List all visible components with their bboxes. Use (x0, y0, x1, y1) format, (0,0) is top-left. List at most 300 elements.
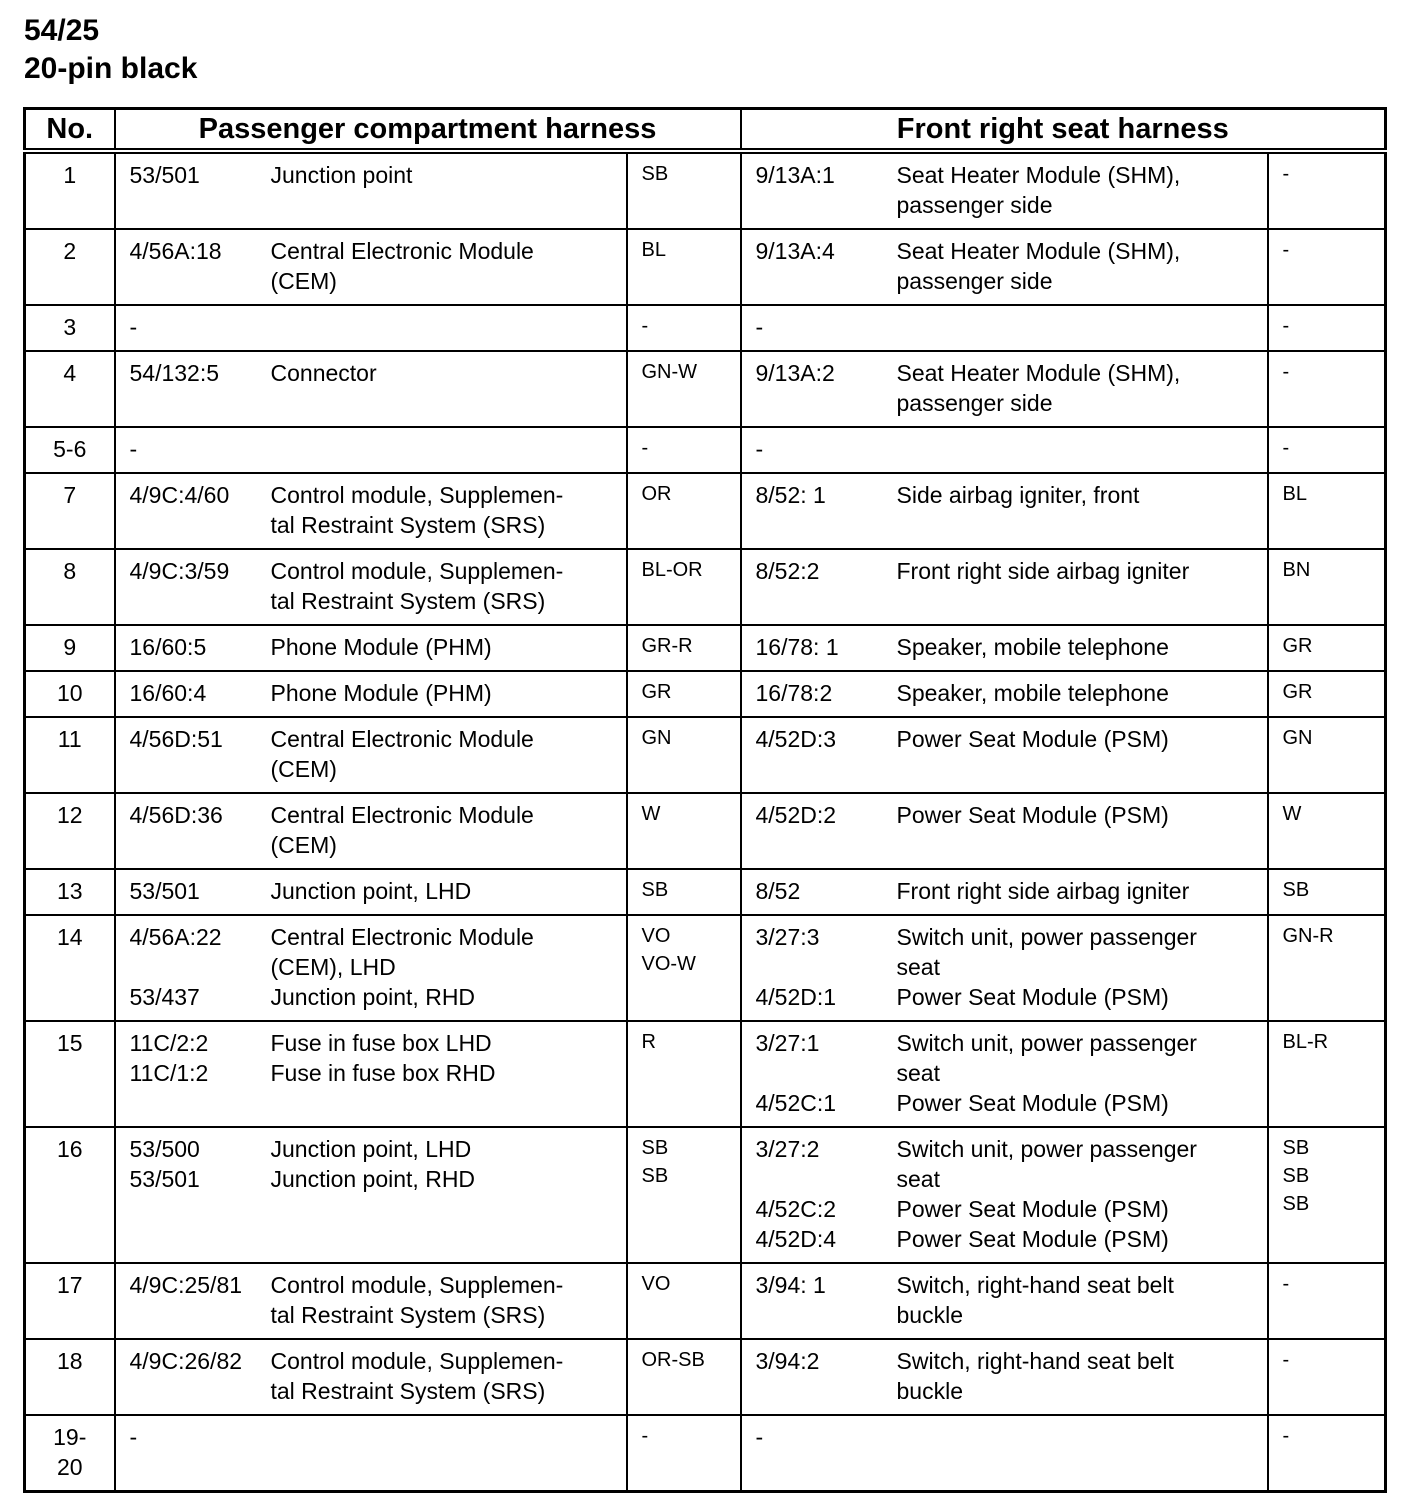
passenger-harness-description (257, 625, 627, 671)
seat-harness-description-line: Switch unit, power passenger (896, 1136, 1197, 1162)
seat-harness-code (741, 427, 883, 473)
line-spacer (271, 312, 612, 342)
seat-harness-wire-color (1268, 793, 1386, 869)
passenger-harness-code (115, 793, 257, 869)
passenger-harness-code-line: 4/9C:3/59 (129, 558, 230, 584)
passenger-harness-wire-color (627, 151, 741, 229)
passenger-harness-wire-color-line: BL-OR (641, 559, 703, 581)
seat-harness-wire-color-line: - (1282, 239, 1290, 261)
passenger-harness-wire-color (627, 717, 741, 793)
passenger-harness-code (115, 427, 257, 473)
passenger-harness-description-line: tal Restraint System (SRS) (270, 512, 546, 538)
seat-harness-code-line: 4/52C:1 (755, 1090, 837, 1116)
seat-harness-description (883, 1263, 1268, 1339)
seat-harness-code (741, 717, 883, 793)
seat-harness-wire-color-line: GN (1282, 727, 1313, 749)
seat-harness-wire-color-line: BN (1282, 559, 1311, 581)
table-row (25, 549, 1386, 625)
passenger-harness-description (257, 1021, 627, 1127)
passenger-harness-description-line: (CEM), LHD (270, 954, 396, 980)
seat-harness-code-line: 9/13A:4 (755, 238, 835, 264)
seat-harness-description (883, 351, 1268, 427)
passenger-harness-code (115, 1415, 257, 1492)
line-spacer (756, 952, 869, 982)
passenger-harness-code-line: 4/56A:22 (129, 924, 222, 950)
seat-harness-code-line: 4/52D:1 (755, 984, 837, 1010)
seat-harness-wire-color (1268, 1339, 1386, 1415)
seat-harness-wire-color (1268, 229, 1386, 305)
passenger-harness-code-line: 4/56D:51 (129, 726, 223, 752)
seat-harness-wire-color (1268, 1127, 1386, 1263)
passenger-harness-wire-color-line: BL (641, 239, 666, 261)
passenger-harness-description (257, 549, 627, 625)
passenger-harness-wire-color (627, 549, 741, 625)
passenger-harness-wire-color (627, 1263, 741, 1339)
pin-number: 4 (25, 351, 115, 427)
passenger-harness-description-line: tal Restraint System (SRS) (270, 588, 546, 614)
passenger-harness-code-line: 4/9C:26/82 (129, 1348, 243, 1374)
seat-harness-description-line: Power Seat Module (PSM) (896, 1226, 1169, 1252)
passenger-harness-description-line: Central Electronic Module (270, 726, 534, 752)
passenger-harness-wire-color-line: OR (641, 483, 672, 505)
line-spacer (756, 1164, 869, 1194)
passenger-harness-code (115, 717, 257, 793)
table-row (25, 625, 1386, 671)
pin-number-part: 20 (56, 1454, 83, 1480)
seat-harness-description (883, 549, 1268, 625)
seat-harness-description-line: Power Seat Module (PSM) (896, 802, 1169, 828)
seat-harness-code (741, 625, 883, 671)
passenger-harness-code (115, 869, 257, 915)
connector-description: 20-pin black (24, 52, 198, 85)
table-row (25, 427, 1386, 473)
seat-harness-description-line: seat (896, 1060, 940, 1086)
line-spacer (897, 1422, 1253, 1452)
pin-number: 5-6 (25, 427, 115, 473)
seat-harness-description-line: buckle (896, 1302, 963, 1328)
seat-harness-wire-color (1268, 1415, 1386, 1492)
passenger-harness-wire-color (627, 1339, 741, 1415)
seat-harness-description (883, 151, 1268, 229)
passenger-harness-wire-color (627, 915, 741, 1021)
pin-number: 7 (25, 473, 115, 549)
seat-harness-wire-color-line: SB (1282, 1165, 1310, 1187)
seat-harness-description-line: seat (896, 1166, 940, 1192)
seat-harness-description (883, 625, 1268, 671)
pin-number: 16 (25, 1127, 115, 1263)
passenger-harness-description-line: Connector (270, 360, 377, 386)
seat-harness-description-line: Switch unit, power passenger (896, 1030, 1197, 1056)
seat-harness-code-line: 4/52D:2 (755, 802, 837, 828)
seat-harness-code-line: 3/94: 1 (755, 1272, 826, 1298)
passenger-harness-wire-color (627, 625, 741, 671)
line-spacer (130, 952, 243, 982)
seat-harness-code (741, 229, 883, 305)
seat-harness-wire-color-line: SB (1282, 1137, 1310, 1159)
seat-harness-code (741, 1415, 883, 1492)
seat-harness-code (741, 869, 883, 915)
seat-harness-description-line: Seat Heater Module (SHM), (896, 360, 1181, 386)
passenger-harness-code (115, 151, 257, 229)
seat-harness-code-line: 8/52: 1 (755, 482, 826, 508)
line-spacer (897, 434, 1253, 464)
seat-harness-wire-color (1268, 473, 1386, 549)
passenger-harness-wire-color-line: SB (641, 1165, 669, 1187)
seat-harness-wire-color-line: - (1282, 1425, 1290, 1447)
passenger-harness-code-line: 4/9C:25/81 (129, 1272, 243, 1298)
seat-harness-wire-color-line: - (1282, 437, 1290, 459)
connector-id: 54/25 (24, 14, 100, 47)
passenger-harness-code (115, 1021, 257, 1127)
seat-harness-code (741, 1339, 883, 1415)
seat-harness-description (883, 1339, 1268, 1415)
column-header-seat-harness: Front right seat harness (741, 109, 1386, 152)
seat-harness-code-line: 4/52D:4 (755, 1226, 837, 1252)
seat-harness-code-line: - (755, 1424, 764, 1450)
seat-harness-description-line: Side airbag igniter, front (896, 482, 1140, 508)
seat-harness-wire-color-line: GN-R (1282, 925, 1334, 947)
seat-harness-code-line: 4/52C:2 (755, 1196, 837, 1222)
pin-number: 3 (25, 305, 115, 351)
seat-harness-description (883, 1415, 1268, 1492)
passenger-harness-code (115, 625, 257, 671)
seat-harness-code (741, 1263, 883, 1339)
passenger-harness-wire-color (627, 1415, 741, 1492)
table-row (25, 915, 1386, 1021)
passenger-harness-code-line: 4/56D:36 (129, 802, 223, 828)
seat-harness-code-line: 3/27:2 (755, 1136, 820, 1162)
passenger-harness-code-line: 11C/2:2 (129, 1030, 209, 1056)
passenger-harness-code-line: 53/501 (129, 1166, 200, 1192)
passenger-harness-code-line: - (129, 436, 138, 462)
passenger-harness-wire-color-line: GN-W (641, 361, 698, 383)
seat-harness-wire-color-line: - (1282, 315, 1290, 337)
passenger-harness-code (115, 549, 257, 625)
seat-harness-description (883, 671, 1268, 717)
passenger-harness-code-line: 53/437 (129, 984, 200, 1010)
passenger-harness-description (257, 793, 627, 869)
passenger-harness-description (257, 151, 627, 229)
pin-number: 9 (25, 625, 115, 671)
passenger-harness-wire-color (627, 1021, 741, 1127)
passenger-harness-wire-color-line: VO (641, 1273, 671, 1295)
seat-harness-wire-color-line: BL (1282, 483, 1307, 505)
passenger-harness-wire-color-line: W (641, 803, 661, 825)
passenger-harness-code (115, 1263, 257, 1339)
table-row (25, 1263, 1386, 1339)
passenger-harness-wire-color (627, 793, 741, 869)
seat-harness-description (883, 305, 1268, 351)
seat-harness-description-line: seat (896, 954, 940, 980)
passenger-harness-wire-color (627, 671, 741, 717)
seat-harness-code-line: 16/78: 1 (755, 634, 839, 660)
passenger-harness-code-line: 53/501 (129, 162, 200, 188)
seat-harness-code-line: - (755, 436, 764, 462)
seat-harness-description-line: Switch, right-hand seat belt (896, 1348, 1174, 1374)
seat-harness-wire-color (1268, 549, 1386, 625)
passenger-harness-description-line: Control module, Supplemen- (270, 558, 564, 584)
table-row (25, 1127, 1386, 1263)
seat-harness-code (741, 1021, 883, 1127)
passenger-harness-code (115, 305, 257, 351)
passenger-harness-code-line: 53/500 (129, 1136, 200, 1162)
seat-harness-wire-color-line: - (1282, 361, 1290, 383)
seat-harness-description (883, 717, 1268, 793)
table-row (25, 1415, 1386, 1492)
passenger-harness-wire-color (627, 1127, 741, 1263)
table-row (25, 1339, 1386, 1415)
line-spacer (756, 1058, 869, 1088)
passenger-harness-description-line: (CEM) (270, 756, 337, 782)
seat-harness-wire-color (1268, 427, 1386, 473)
passenger-harness-wire-color (627, 351, 741, 427)
passenger-harness-code (115, 1339, 257, 1415)
pin-number: 2 (25, 229, 115, 305)
seat-harness-code (741, 1127, 883, 1263)
table-row (25, 305, 1386, 351)
pin-number: 11 (25, 717, 115, 793)
column-header-passenger-harness: Passenger compartment harness (115, 109, 741, 152)
seat-harness-description (883, 229, 1268, 305)
table-row (25, 351, 1386, 427)
pinout-table (23, 107, 1387, 1493)
passenger-harness-description (257, 671, 627, 717)
seat-harness-code-line: 8/52:2 (755, 558, 820, 584)
seat-harness-wire-color-line: SB (1282, 1193, 1310, 1215)
table-row (25, 473, 1386, 549)
seat-harness-code (741, 549, 883, 625)
passenger-harness-code (115, 915, 257, 1021)
passenger-harness-wire-color (627, 869, 741, 915)
pin-number: 18 (25, 1339, 115, 1415)
passenger-harness-code (115, 351, 257, 427)
seat-harness-code (741, 351, 883, 427)
seat-harness-description-line: Front right side airbag igniter (896, 878, 1190, 904)
seat-harness-wire-color-line: GR (1282, 681, 1313, 703)
seat-harness-description-line: Speaker, mobile telephone (896, 634, 1169, 660)
seat-harness-wire-color (1268, 351, 1386, 427)
passenger-harness-description (257, 351, 627, 427)
passenger-harness-description (257, 305, 627, 351)
passenger-harness-description (257, 1263, 627, 1339)
table-row (25, 1021, 1386, 1127)
passenger-harness-description-line: Fuse in fuse box RHD (270, 1060, 496, 1086)
seat-harness-wire-color-line: W (1282, 803, 1302, 825)
seat-harness-description-line: Switch unit, power passenger (896, 924, 1197, 950)
column-header-no: No. (25, 109, 115, 152)
passenger-harness-description-line: Control module, Supplemen- (270, 482, 564, 508)
passenger-harness-description (257, 1339, 627, 1415)
seat-harness-code-line: 4/52D:3 (755, 726, 837, 752)
passenger-harness-description-line: Central Electronic Module (270, 802, 534, 828)
passenger-harness-wire-color (627, 229, 741, 305)
passenger-harness-description-line: Control module, Supplemen- (270, 1272, 564, 1298)
seat-harness-wire-color (1268, 671, 1386, 717)
seat-harness-wire-color (1268, 869, 1386, 915)
pin-number: 10 (25, 671, 115, 717)
table-header (25, 109, 1386, 152)
seat-harness-description-line: buckle (896, 1378, 963, 1404)
passenger-harness-description-line: (CEM) (270, 832, 337, 858)
passenger-harness-description-line: Phone Module (PHM) (270, 634, 492, 660)
passenger-harness-description (257, 427, 627, 473)
pin-number: 13 (25, 869, 115, 915)
passenger-harness-description-line: tal Restraint System (SRS) (270, 1302, 546, 1328)
seat-harness-description-line: Power Seat Module (PSM) (896, 1090, 1169, 1116)
passenger-harness-code-line: 16/60:4 (129, 680, 207, 706)
passenger-harness-wire-color-line: SB (641, 1137, 669, 1159)
seat-harness-code (741, 151, 883, 229)
passenger-harness-wire-color-line: SB (641, 163, 669, 185)
seat-harness-code-line: - (755, 314, 764, 340)
passenger-harness-description (257, 869, 627, 915)
passenger-harness-wire-color-line: SB (641, 879, 669, 901)
seat-harness-code-line: 3/27:3 (755, 924, 820, 950)
seat-harness-wire-color-line: BL-R (1282, 1031, 1329, 1053)
passenger-harness-code-line: 54/132:5 (129, 360, 220, 386)
passenger-harness-code-line: 4/56A:18 (129, 238, 222, 264)
line-spacer (271, 434, 612, 464)
table-row (25, 671, 1386, 717)
seat-harness-description-line: Power Seat Module (PSM) (896, 726, 1169, 752)
passenger-harness-wire-color-line: VO (641, 925, 671, 947)
passenger-harness-wire-color-line: GR (641, 681, 672, 703)
passenger-harness-code-line: 53/501 (129, 878, 200, 904)
passenger-harness-description-line: Junction point, LHD (270, 1136, 472, 1162)
seat-harness-description-line: Power Seat Module (PSM) (896, 984, 1169, 1010)
seat-harness-wire-color (1268, 305, 1386, 351)
passenger-harness-code-line: - (129, 1424, 138, 1450)
passenger-harness-description-line: Fuse in fuse box LHD (270, 1030, 492, 1056)
seat-harness-description (883, 1021, 1268, 1127)
passenger-harness-wire-color-line: VO-W (641, 953, 696, 975)
seat-harness-wire-color (1268, 1021, 1386, 1127)
seat-harness-wire-color (1268, 151, 1386, 229)
pin-number-part: 19- (53, 1424, 87, 1450)
seat-harness-description-line: Switch, right-hand seat belt (896, 1272, 1174, 1298)
seat-harness-wire-color-line: - (1282, 1273, 1290, 1295)
passenger-harness-description (257, 1127, 627, 1263)
passenger-harness-description (257, 717, 627, 793)
seat-harness-code-line: 3/27:1 (755, 1030, 820, 1056)
table-row (25, 717, 1386, 793)
line-spacer (897, 312, 1253, 342)
seat-harness-wire-color-line: GR (1282, 635, 1313, 657)
seat-harness-code (741, 915, 883, 1021)
seat-harness-code-line: 9/13A:2 (755, 360, 835, 386)
passenger-harness-description-line: tal Restraint System (SRS) (270, 1378, 546, 1404)
passenger-harness-code (115, 1127, 257, 1263)
seat-harness-description-line: Seat Heater Module (SHM), (896, 238, 1181, 264)
passenger-harness-wire-color (627, 427, 741, 473)
pin-number: 1 (25, 151, 115, 229)
passenger-harness-wire-color-line: OR-SB (641, 1349, 705, 1371)
pin-number: 15 (25, 1021, 115, 1127)
passenger-harness-wire-color-line: - (641, 1425, 649, 1447)
seat-harness-description-line: Speaker, mobile telephone (896, 680, 1169, 706)
pin-number: 8 (25, 549, 115, 625)
passenger-harness-code (115, 671, 257, 717)
passenger-harness-description-line: Junction point, RHD (270, 984, 476, 1010)
seat-harness-wire-color (1268, 717, 1386, 793)
table-row (25, 869, 1386, 915)
passenger-harness-description-line: Central Electronic Module (270, 238, 534, 264)
seat-harness-wire-color-line: - (1282, 1349, 1290, 1371)
passenger-harness-code-line: 11C/1:2 (129, 1060, 209, 1086)
seat-harness-description (883, 427, 1268, 473)
passenger-harness-code (115, 229, 257, 305)
seat-harness-code-line: 16/78:2 (755, 680, 833, 706)
seat-harness-description (883, 1127, 1268, 1263)
seat-harness-code-line: 9/13A:1 (755, 162, 835, 188)
seat-harness-wire-color-line: SB (1282, 879, 1310, 901)
passenger-harness-description-line: Phone Module (PHM) (270, 680, 492, 706)
table-row (25, 151, 1386, 229)
passenger-harness-description-line: Central Electronic Module (270, 924, 534, 950)
line-spacer (271, 1422, 612, 1452)
seat-harness-code (741, 473, 883, 549)
table-row (25, 793, 1386, 869)
seat-harness-description-line: passenger side (896, 268, 1053, 294)
passenger-harness-description (257, 1415, 627, 1492)
seat-harness-description-line: passenger side (896, 192, 1053, 218)
passenger-harness-wire-color-line: GN (641, 727, 672, 749)
seat-harness-code (741, 793, 883, 869)
seat-harness-description-line: passenger side (896, 390, 1053, 416)
passenger-harness-code-line: 4/9C:4/60 (129, 482, 230, 508)
seat-harness-description (883, 793, 1268, 869)
passenger-harness-code-line: - (129, 314, 138, 340)
connector-title (24, 12, 197, 88)
pin-number: 17 (25, 1263, 115, 1339)
passenger-harness-description-line: (CEM) (270, 268, 337, 294)
passenger-harness-wire-color-line: - (641, 437, 649, 459)
seat-harness-description (883, 473, 1268, 549)
seat-harness-wire-color (1268, 625, 1386, 671)
seat-harness-description (883, 915, 1268, 1021)
passenger-harness-wire-color-line: GR-R (641, 635, 693, 657)
seat-harness-code-line: 8/52 (755, 878, 801, 904)
passenger-harness-code-line: 16/60:5 (129, 634, 207, 660)
passenger-harness-description-line: Control module, Supplemen- (270, 1348, 564, 1374)
seat-harness-description-line: Power Seat Module (PSM) (896, 1196, 1169, 1222)
seat-harness-description (883, 869, 1268, 915)
seat-harness-wire-color (1268, 1263, 1386, 1339)
passenger-harness-description-line: Junction point, LHD (270, 878, 472, 904)
seat-harness-code-line: 3/94:2 (755, 1348, 820, 1374)
passenger-harness-code (115, 473, 257, 549)
passenger-harness-description (257, 915, 627, 1021)
seat-harness-code (741, 305, 883, 351)
seat-harness-description-line: Front right side airbag igniter (896, 558, 1190, 584)
passenger-harness-description-line: Junction point (270, 162, 413, 188)
passenger-harness-description (257, 473, 627, 549)
passenger-harness-description-line: Junction point, RHD (270, 1166, 476, 1192)
pin-number: 12 (25, 793, 115, 869)
pin-number (25, 1415, 115, 1492)
passenger-harness-wire-color (627, 473, 741, 549)
pin-number: 14 (25, 915, 115, 1021)
passenger-harness-wire-color-line: - (641, 315, 649, 337)
seat-harness-code (741, 671, 883, 717)
seat-harness-wire-color-line: - (1282, 163, 1290, 185)
table-row (25, 229, 1386, 305)
seat-harness-description-line: Seat Heater Module (SHM), (896, 162, 1181, 188)
passenger-harness-wire-color-line: R (641, 1031, 656, 1053)
seat-harness-wire-color (1268, 915, 1386, 1021)
passenger-harness-wire-color (627, 305, 741, 351)
passenger-harness-description (257, 229, 627, 305)
